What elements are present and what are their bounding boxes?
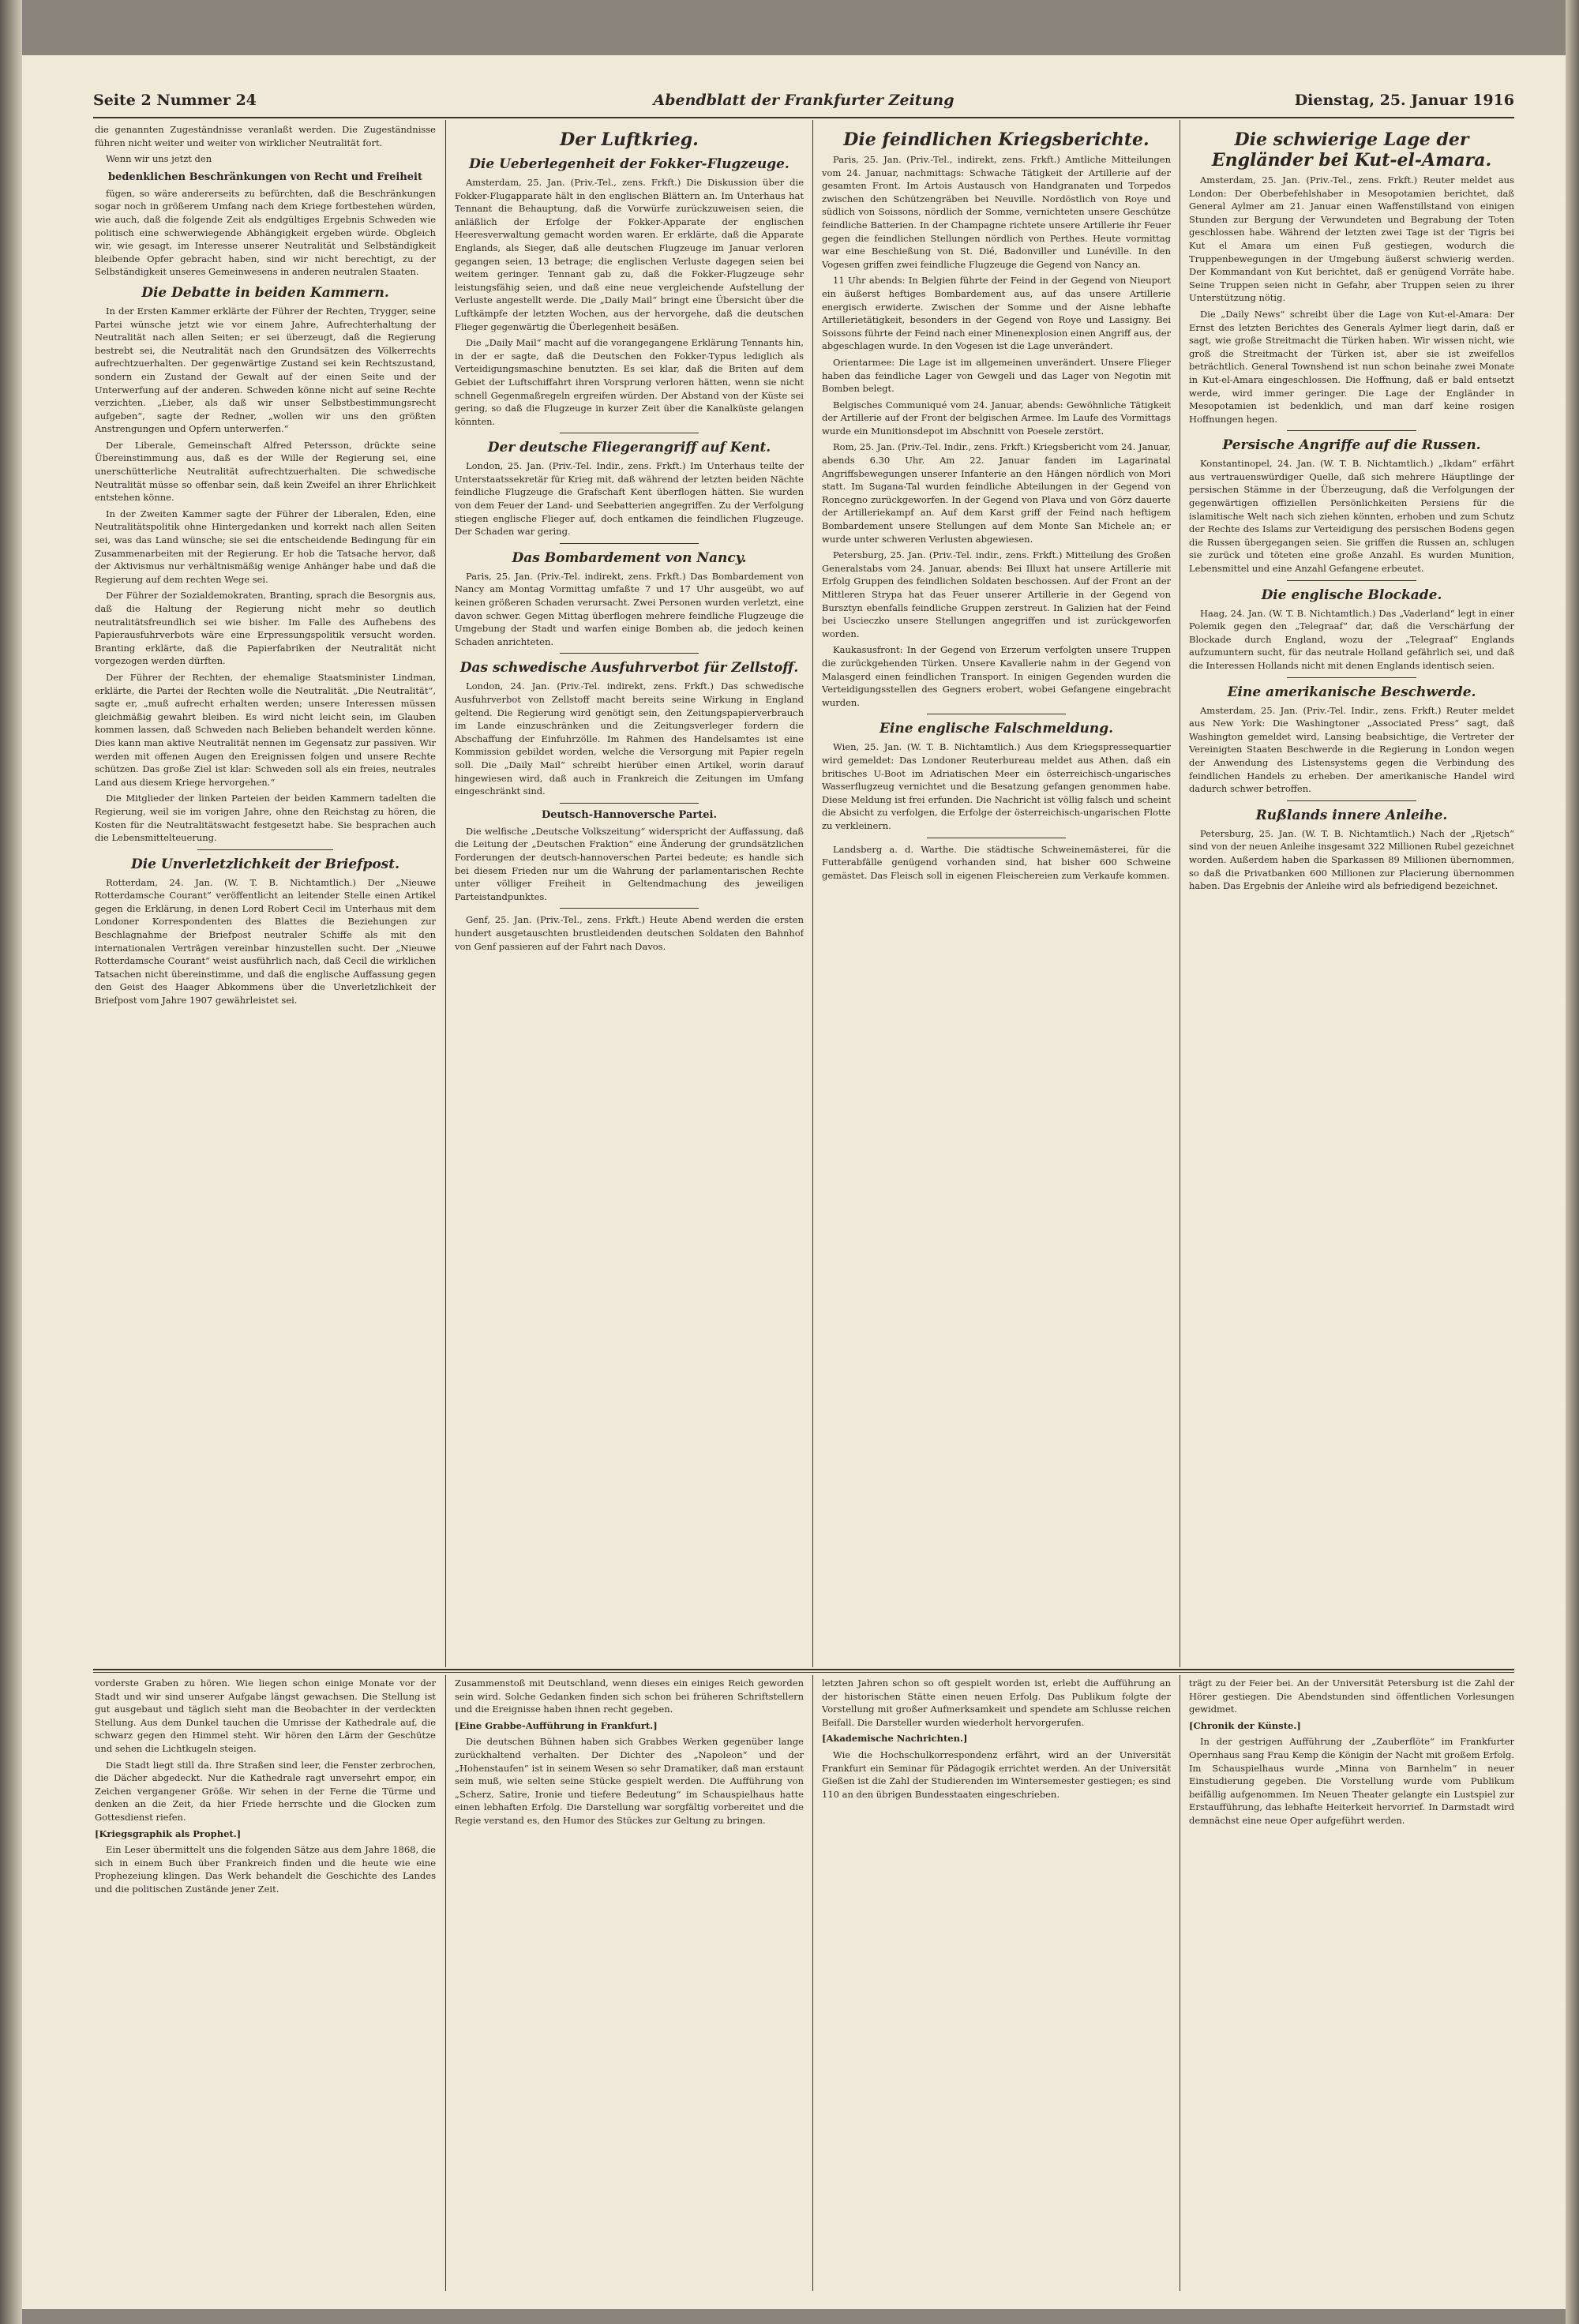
separator: [560, 653, 699, 654]
article-text: fügen, so wäre andererseits zu befürchten, daß die Beschränkungen sogar noch in größerem Umfang nach dem Kriege fortbestehen würden, wie auch, daß die folgende Zeit als endgültiges Ergebnis Schweden wie politisch eine schwerwiegende Abhängigkeit ergeben würde. Obgleich wir, wie gesagt, im Interesse unserer Neutralität und Selbständigkeit bleibende Opfer gebracht haben, sind wir nicht berechtigt, zu der Selbständigkeit unseres Gemeinwesens in anderen neutralen Staaten.: [95, 187, 436, 278]
feuilleton-column-1: [95, 1677, 436, 2289]
separator: [1287, 800, 1417, 801]
headline: Rußlands innere Anleihe.: [1255, 807, 1448, 823]
article-text: Rotterdam, 24. Jan. (W. T. B. Nichtamtlich.) Der „Nieuwe Rotterdamsche Courant“ veröffentlicht an leitender Stelle einen Artikel gegen die Erklärung, in denen Lord Robert Cecil im Unterhaus mit dem Londoner Korrespondenten des Blattes die Beziehungen zur Beschlagnahme der Briefpost neutraler Schiffe als mit den internationalen Verträgen vereinbar hinzustellen sucht. Der „Nieuwe Rotterdamsche Courant“ weist ausführlich nach, daß Cecil die wirklichen Tatsachen nicht übereinstimme, und daß die englische Auffassung gegen den Geist des Haager Abkommens über die Unverletzlichkeit der Briefpost vom Jahre 1907 gewährleistet sei.: [95, 876, 436, 1006]
headline: Die Ueberlegenheit der Fokker-Flugzeuge.: [469, 156, 790, 172]
separator: [197, 849, 334, 850]
headline: Das schwedische Ausfuhrverbot für Zellstoff.: [459, 660, 799, 677]
separator: [1287, 580, 1417, 581]
feuilleton-text: In der gestrigen Aufführung der „Zauberflöte“ im Frankfurter Opernhaus sang Frau Kemp die Königin der Nacht mit großem Erfolg. Im Schauspielhaus wurde „Minna von Barnhelm“ in neuer Einstudierung gegeben. Die Vorstellung wurde vom Publikum beifällig aufgenommen. Im Neuen Theater gelangte ein Lustspiel zur Erstaufführung, das lebhafte Heiterkeit hervorrief. In Darmstadt wird demnächst eine neue Oper aufgeführt werden.: [1189, 1736, 1514, 1826]
feuilleton-column-2: [455, 1677, 804, 2289]
subheading: bedenklichen Beschränkungen von Recht und Freiheit: [107, 171, 422, 183]
article-text: Rom, 25. Jan. (Priv.-Tel. Indir., zens. Frkft.) Kriegsbericht vom 24. Januar, abends 6.30 Uhr. Am 22. Januar fanden im Lagarinatal Angriffsbewegungen unserer Infanterie an den Hängen nördlich von Mori statt. Im Sugana-Tal wurden feindliche Abteilungen in der Gegend von Roncegno zurückgeworfen. In der Gegend von Plava und von Görz dauerte der Artilleriekampf an. Auf dem Karst griff der Feind nach heftigem Bombardement unsere Stellungen auf dem Monte San Michele an; er wurde unter schweren Verlusten abgewiesen.: [822, 441, 1171, 545]
issue-date: Dienstag, 25. Januar 1916: [1294, 92, 1514, 109]
article-text: Der Führer der Rechten, der ehemalige Staatsminister Lindman, erklärte, die Partei der Rechten wolle die Neutralität. „Die Neutralität“, sagte er, „muß aufrecht erhalten werden; unsere Interessen müssen gleichmäßig gewahrt bleiben. Es wird nicht leicht sein, im Glauben kommen lassen, daß Schweden nach Belieben behandelt werden könne. Dies kann man aktive Neutralität nennen im Gegensatz zur passiven. Wir werden mit offenen Augen den Ereignissen folgen und unsere Rechte schützen. Das große Ziel ist klar: Schweden soll als ein freies, neutrales Land aus diesem Kriege hervorgehen.“: [95, 671, 436, 788]
article-text: Die „Daily News“ schreibt über die Lage von Kut-el-Amara: Der Ernst des letzten Berichtes des Generals Aylmer liegt darin, daß er sagt, wie große Streitmacht die Türken haben. Wir wissen nicht, wie groß die Streitmacht der Türken ist, aber sie ist zweifellos beträchtlich. General Townshend ist nun schon beinahe zwei Monate in Kut-el-Amara eingeschlossen. Die Hoffnung, daß er bald entsetzt werde, wird immer geringer. Die Lage der Engländer in Mesopotamien ist bedenklich, und man darf keine rosigen Hoffnungen hegen.: [1189, 308, 1514, 425]
column-2: [455, 123, 804, 1664]
article-text: Petersburg, 25. Jan. (W. T. B. Nichtamtlich.) Nach der „Rjetsch“ sind von der neuen Anleihe insgesamt 322 Millionen Rubel gezeichnet worden. Außerdem haben die Sparkassen 89 Millionen übernommen, so daß die Privatbanken 600 Millionen zur Placierung übernommen haben. Das Ergebnis der Anleihe wird als befriedigend bezeichnet.: [1189, 827, 1514, 892]
article-text: Orientarmee: Die Lage ist im allgemeinen unverändert. Unsere Flieger haben das feindliche Lager von Gewgeli und das Lager von Negotin mit Bomben belegt.: [822, 356, 1171, 395]
feuilleton-text: Die deutschen Bühnen haben sich Grabbes Werken gegenüber lange zurückhaltend verhalten. Der Dichter des „Napoleon“ und der „Hohenstaufen“ ist in seinem Wesen so sehr Dramatiker, daß man erstaunt sein muß, wie selten seine Stücke gespielt werden. Die Aufführung von „Scherz, Satire, Ironie und tiefere Bedeutung“ im Schauspielhaus hatte einen lebhaften Erfolg. Die Darstellung war sorgfältig vorbereitet und die Regie verstand es, den Humor des Stückes zur Geltung zu bringen.: [455, 1736, 804, 1826]
headline: Persische Angriffe auf die Russen.: [1222, 437, 1481, 454]
feuilleton-heading: [1189, 1719, 1514, 1733]
feuilleton-rule-thin: [93, 1672, 1514, 1673]
article-text: Amsterdam, 25. Jan. (Priv.-Tel., zens. Frkft.) Reuter meldet aus London: Der Oberbefehlshaber in Mesopotamien berichtet, daß General Aylmer am 21. Januar einen Waffenstillstand von einigen Stunden zur Bergung der Verwundeten und Begrabung der Toten geschlossen habe. Während der letzten zwei Tage ist der Tigris bei Kut el Amara um einen Fuß gestiegen, wodurch die Truppenbewegungen in der Umgebung äußerst schwierig werden. Der Kommandant von Kut berichtet, daß er genügend Vorräte habe. Seine Truppen seien nicht in Gefahr, aber Truppen seien zu ihrer Unterstützung nötig.: [1189, 174, 1514, 304]
column-3: [822, 123, 1171, 1664]
section-headline: Der Luftkrieg.: [560, 129, 699, 150]
headline: Eine amerikanische Beschwerde.: [1227, 684, 1476, 700]
feuilleton-text: Ein Leser übermittelt uns die folgenden Sätze aus dem Jahre 1868, die sich in einem Buch über Frankreich finden und die heute wie eine Prophezeiung klingen. Das Werk behandelt die Geschichte des Landes und die politischen Zustände jener Zeit.: [95, 1844, 436, 1895]
headline: Das Bombardement von Nancy.: [512, 549, 747, 566]
header-rule: [93, 117, 1514, 118]
masthead: [93, 92, 1514, 115]
article-text: Haag, 24. Jan. (W. T. B. Nichtamtlich.) Das „Vaderland“ legt in einer Polemik gegen den „Telegraaf“ dar, daß die Verschärfung der Blockade durch England, wozu der „Telegraaf“ Englands aufzumuntern sucht, für das neutrale Holland gefährlich sei, und daß die Interessen Hollands nicht mit denen Englands identisch seien.: [1189, 607, 1514, 671]
article-text: Amsterdam, 25. Jan. (Priv.-Tel., zens. Frkft.) Die Diskussion über die Fokker-Flugapparate hält in den englischen Blättern an. Im Unterhaus hat Tennant die Behauptung, daß die Vorwürfe zurückzuweisen seien, die anläßlich der Erfolge der Fokker-Apparate der englischen Heeresverwaltung gemacht worden waren. Er erklärte, daß die Apparate Englands, als Sieger, daß alle deutschen Flugzeuge im Januar verloren gegangen seien, 13 betrage; die englischen Verluste dagegen seien bei weitem geringer. Tennant gab zu, daß die Fokker-Flugzeuge sehr leistungsfähig seien, und daß eine neue vergleichende Aufstellung der Verluste angestellt werde. Die „Daily Mail“ bringt eine Übersicht über die Luftkämpfe der letzten Wochen, aus der hervorgehe, daß die deutschen Flieger gegenwärtig die Überlegenheit besäßen.: [455, 177, 804, 332]
page-edge: [1566, 0, 1579, 2324]
separator: [1287, 677, 1417, 678]
article-text: Kaukasusfront: In der Gegend von Erzerum verfolgten unsere Truppen die zurückgehenden Türken. Unsere Kavallerie nahm in der Gegend von Malasgerd einen feindlichen Transport. In einigen Gegenden wurden die Verteidigungsstellen des Gegners erobert, wobei Gefangene eingebracht wurden.: [822, 644, 1171, 708]
book-spine: [0, 0, 22, 2324]
feuilleton-text: Zusammenstoß mit Deutschland, wenn dieses ein einiges Reich geworden sein wird. Solche Gedanken finden sich schon bei früheren Schriftstellern und die Ereignisse haben ihnen recht gegeben.: [455, 1677, 804, 1715]
article-text: Paris, 25. Jan. (Priv.-Tel. indirekt, zens. Frkft.) Das Bombardement von Nancy am Montag Vormittag umfaßte 7 und 17 Uhr ausgeübt, wo auf keinen größeren Schaden verursacht. Zwei Personen wurden verletzt, eine davon schwer. Gegen Mittag überflogen mehrere feindliche Flugzeuge die Umgebung der Stadt und warfen einige Bomben ab, die jedoch keinen Schaden anrichteten.: [455, 570, 804, 647]
column-4: [1189, 123, 1514, 1664]
section-headline: Die schwierige Lage der Engländer bei Kut-el-Amara.: [1211, 129, 1492, 171]
article-text: Die Mitglieder der linken Parteien der beiden Kammern tadelten die Regierung, weil sie im vorigen Jahre, ohne den Reichstag zu hören, die Kosten für die Neutralitätswacht festgesetzt habe. Sie besprachen auch die Lebensmittelteuerung.: [95, 793, 436, 844]
article-text: Amsterdam, 25. Jan. (Priv.-Tel. Indir., zens. Frkft.) Reuter meldet aus New York: Die Washingtoner „Associated Press“ sagt, daß Washington gemeldet wird, Lansing beabsichtige, die Vertreter der Vereinigten Staaten Beschwerde in die Regierung in London wegen der Anwendung des Listensystems gegen die Verbindung des feindlichen Handels zu erheben. Der amerikanische Handel wird dadurch schwer betroffen.: [1189, 704, 1514, 795]
separator: [1287, 430, 1417, 431]
article-text: die genannten Zugeständnisse veranlaßt werden. Die Zugeständnisse führen nicht weiter und weiter von wirklicher Neutralität fort.: [95, 124, 436, 148]
feuilleton-heading-text: [Kriegsgraphik als Prophet.]: [95, 1827, 242, 1839]
feuilleton-heading: [822, 1732, 1171, 1745]
feuilleton-rule: [93, 1669, 1514, 1670]
headline: Der deutsche Fliegerangriff auf Kent.: [487, 440, 771, 456]
article-text: Genf, 25. Jan. (Priv.-Tel., zens. Frkft.) Heute Abend werden die ersten hundert ausgetauschten brustleidenden deutschen Soldaten den Bahnhof von Genf passieren auf der Fahrt nach Davos.: [455, 914, 804, 952]
article-text: Konstantinopel, 24. Jan. (W. T. B. Nichtamtlich.) „Ikdam“ erfährt aus vertrauenswürdiger Quelle, daß sich mehrere Häuptlinge der persischen Stämme in der Überzeugung, daß die Verfolgungen der gegenwärtigen offiziellen Persönlichkeiten Persiens für die islamitische Welt nach sich ziehen könnten, erhoben und zum Schutz der Rechte des Islams zur Verteidigung des persischen Bodens gegen die Russen übergegangen seien. Sie griffen die Russen an, schlugen sie zurück und töteten eine große Anzahl. Es wurden Munition, Lebensmittel und eine Anzahl Gefangene erbeutet.: [1189, 458, 1514, 575]
feuilleton-text: Die Stadt liegt still da. Ihre Straßen sind leer, die Fenster zerbrochen, die Dächer abgedeckt. Nur die Kathedrale ragt unversehrt empor, ein Zeichen vergangener Größe. Wir sehen in der Ferne die Türme und denken an die Zeit, da hier Friede herrschte und die Glocken zum Gottesdienst riefen.: [95, 1759, 436, 1823]
article-text: Landsberg a. d. Warthe. Die städtische Schweinemästerei, für die Futterabfälle genügend vorhanden sind, hat bisher 600 Schweine gemästet. Das Fleisch soll in eigenen Fleischereien zum Verkaufe kommen.: [822, 843, 1171, 881]
page-number: Seite 2 Nummer 24: [93, 92, 257, 109]
feuilleton-heading: [455, 1719, 804, 1733]
newspaper-page: [22, 55, 1566, 2309]
article-text: Belgisches Communiqué vom 24. Januar, abends: Gewöhnliche Tätigkeit der Artillerie auf der Front der belgischen Armee. Im Laufe des Vormittags wurde ein Munitionsdepot im Abschnitt von Poesele zerstört.: [822, 399, 1171, 437]
headline: Eine englische Falschmeldung.: [879, 721, 1114, 737]
separator: [560, 543, 699, 544]
separator: [560, 803, 699, 804]
article-text: London, 24. Jan. (Priv.-Tel. indirekt, zens. Frkft.) Das schwedische Ausfuhrverbot von Zellstoff macht bereits seine Wirkung in England geltend. Die Regierung wird genötigt sein, den Zeitungspapierverbrauch im Lande einzuschränken und die Zeitungsverleger fordern die Abschaffung der Einfuhrzölle. Im Rahmen des Handelsamtes ist eine Kommission gebildet worden, welche die Versorgung mit Papier regeln soll. Die „Daily Mail“ schreibt hierüber einen Artikel, worin darauf hingewiesen wird, daß auch in Frankreich die Zeitungen im Umfang eingeschränkt sind.: [455, 680, 804, 797]
feuilleton-column-3: [822, 1677, 1171, 2289]
feuilleton-heading: [95, 1827, 436, 1841]
feuilleton-column-rule-1: [445, 1675, 446, 2291]
feuilleton-heading-text: [Eine Grabbe-Aufführung in Frankfurt.]: [455, 1719, 658, 1731]
feuilleton-heading-text: [Akademische Nachrichten.]: [822, 1733, 968, 1745]
feuilleton-column-rule-2: [812, 1675, 813, 2291]
section-headline: Die feindlichen Kriegsberichte.: [843, 129, 1150, 150]
feuilleton-text: Wie die Hochschulkorrespondenz erfährt, wird an der Universität Frankfurt ein Seminar für Pädagogik errichtet werden. An der Universität Gießen ist die Zahl der Studierenden im Wintersemester gestiegen; es sind 110 an den übrigen Bundesstaaten eingeschrieben.: [822, 1749, 1171, 1800]
article-text: In der Ersten Kammer erklärte der Führer der Rechten, Trygger, seine Partei wünsche jetzt wie vor einem Jahre, Aufrechterhaltung der Neutralität nach allen Seiten; er sei überzeugt, daß die Regierung bestrebt sei, die Neutralität nach den Grundsätzen des Völkerrechts aufrechtzuerhalten. Der gegenwärtige Zustand sei kein Rechtszustand, sondern ein Zustand der Gewalt auf der einen Seite und der Unterwerfung auf der anderen. Schweden könne nicht auf seine Rechte verzichten. „Lieber, als daß wir unser Selbstbestimmungsrecht aufgeben“, sagte der Redner, „wollen wir uns den größten Anstrengungen und Opfern unterwerfen.“: [95, 305, 436, 435]
newspaper-title: Abendblatt der Frankfurter Zeitung: [653, 92, 955, 109]
article-text: In der Zweiten Kammer sagte der Führer der Liberalen, Eden, eine Neutralitätspolitik ohne Hintergedanken und korrekt nach allen Seiten sei, was das Land wünsche; sie sei die entscheidende Bedingung für ein Zusammenarbeiten mit der Regierung. Er hob die Tatsache hervor, daß der Aktivismus nur verhältnismäßig wenige Anhänger habe und daß die Regierung auf dem rechten Wege sei.: [95, 508, 436, 585]
article-text: Der Liberale, Gemeinschaft Alfred Petersson, drückte seine Übereinstimmung aus, daß es der Wille der Regierung sei, eine unerschütterliche Neutralität aufrechtzuerhalten. Die schwedische Neutralität müsse so offenbar sein, daß kein Zweifel an ihrer Ehrlichkeit entstehen könne.: [95, 439, 436, 504]
article-text: Paris, 25. Jan. (Priv.-Tel., indirekt, zens. Frkft.) Amtliche Mitteilungen vom 24. Januar, nachmittags: Schwache Tätigkeit der Artillerie auf der gesamten Front. Im Artois Austausch von Handgranaten und Torpedos zwischen den Schützengräben bei Neuville. Nordöstlich von Roye und südlich von Soissons, nördlich der Somme, vernichteten unsere Geschütze feindliche Batterien. In der Champagne richtete unsere Artillerie ihr Feuer gegen die feindlichen Stellungen nördlich von Perthes. Heute vormittag war eine Beschießung von St. Dié, Badonviller und Lunéville. In den Vogesen griffen zwei feindliche Flugzeuge die Gegend von Nancy an.: [822, 154, 1171, 270]
article-text: Die „Daily Mail“ macht auf die vorangegangene Erklärung Tennants hin, in der er sagte, daß die Deutschen den Fokker-Typus lediglich als Verteidigungsmaschine benutzten. Es sei klar, daß die Briten auf dem Gebiet der Luftschiffahrt ihren Vorsprung verloren hätten, wenn sie nicht schnell Gegenmaßregeln ergreifen würden. Der Abstand von der Küste sei gering, so daß die Flugzeuge in kurzer Zeit über die Kanalküste gelangen könnten.: [455, 337, 804, 427]
article-text: London, 25. Jan. (Priv.-Tel. Indir., zens. Frkft.) Im Unterhaus teilte der Unterstaatssekretär für Krieg mit, daß während der letzten beiden Nächte feindliche Flugzeuge die Grafschaft Kent überflogen hätten. Sie wurden von dem Feuer der Land- und Seebatterien angegriffen. Zu der Verfolgung stiegen englische Flieger auf, doch entkamen die feindlichen Flugzeuge. Der Schaden war gering.: [455, 460, 804, 538]
article-text: Wenn wir uns jetzt den: [106, 153, 212, 165]
article-text: 11 Uhr abends: In Belgien führte der Feind in der Gegend von Nieuport ein äußerst heftiges Bombardement aus, auf das unsere Artillerie energisch erwiderte. Zwischen der Somme und der Aisne lebhafte Artillerietätigkeit, besonders in der Gegend von Roye und Lassigny. Bei Soissons führte der Feind nach einer Minenexplosion einen Angriff aus, der abgeschlagen wurde. In den Vogesen ist die Lage unverändert.: [822, 275, 1171, 352]
separator: [560, 908, 699, 909]
feuilleton-text: letzten Jahren schon so oft gespielt worden ist, erlebt die Aufführung an der historischen Stätte einen neuen Erfolg. Das Publikum folgte der Vorstellung mit großer Aufmerksamkeit und spendete am Schlusse reichen Beifall. Die Darsteller wurden wiederholt hervorgerufen.: [822, 1677, 1171, 1728]
feuilleton-column-4: [1189, 1677, 1514, 2289]
headline: Die Unverletzlichkeit der Briefpost.: [130, 856, 400, 872]
column-1: [95, 123, 436, 1664]
headline: Die Debatte in beiden Kammern.: [141, 284, 389, 301]
column-rule-2: [812, 120, 813, 1667]
feuilleton-text: trägt zu der Feier bei. An der Universität Petersburg ist die Zahl der Hörer gestiegen. Die Abendstunden sind öffentlichen Vorlesungen gewidmet.: [1189, 1677, 1514, 1715]
article-text: Die welfische „Deutsche Volkszeitung“ widerspricht der Auffassung, daß die Leitung der „Deutschen Fraktion“ eine Änderung der grundsätzlichen Forderungen der deutsch-hannoverschen Partei bedeute; es handle sich bei diesem Frieden nur um die Wahrung der parlamentarischen Rechte unter völliger Freiheit in Geltendmachung des jeweiligen Parteistandpunktes.: [455, 825, 804, 902]
headline: Die englische Blockade.: [1261, 587, 1442, 603]
subheading: Deutsch-Hannoversche Partei.: [542, 808, 717, 821]
article-text: Der Führer der Sozialdemokraten, Branting, sprach die Besorgnis aus, daß die Haltung der Regierung nicht mehr so deutlich neutralitätsfreundlich sei wie bisher. Im Falle des Aufhebens des Papierausfuhrverbots wäre eine Erpressungspolitik versucht worden. Branting erklärte, daß die Papierfabriken der Neutralität nicht vorgezogen werden dürften.: [95, 590, 436, 667]
feuilleton-heading-text: [Chronik der Künste.]: [1189, 1719, 1301, 1731]
article-text: Wien, 25. Jan. (W. T. B. Nichtamtlich.) Aus dem Kriegspressequartier wird gemeldet: Das Londoner Reuterbureau meldet aus Athen, daß ein britisches U-Boot im Adriatischen Meer ein österreichisch-ungarisches Wasserflugzeug vernichtet und die Besatzung gefangen genommen habe. Diese Meldung ist frei erfunden. Die Nachricht ist völlig falsch und scheint die Absicht zu verfolgen, die Erfolge der österreichisch-ungarischen Flotte zu verkleinern.: [822, 741, 1171, 831]
article-text: Petersburg, 25. Jan. (Priv.-Tel. indir., zens. Frkft.) Mitteilung des Großen Generalstabs vom 24. Januar, abends: Bei Illuxt hat unsere Artillerie mit Erfolg Gruppen des feindlichen Soldaten beschossen. Auf der Front an der Mittleren Strypa hat das Feuer unserer Artillerie in der Gegend von Bursztyn ebenfalls feindliche Gruppen zerstreut. In Galizien hat der Feind bei Uscieczko unsere Stellungen angegriffen und ist zurückgeworfen worden.: [822, 549, 1171, 639]
feuilleton-text: vorderste Graben zu hören. Wie liegen schon einige Monate vor der Stadt und wir sind unserer Aufgabe längst gewachsen. Die Stellung ist gut ausgebaut und täglich sieht man die Beobachter in der verdeckten Stellung. Aus dem Dunkel tauchen die Umrisse der Kathedrale auf, die schwarz gegen den Himmel steht. Wir hören den Lärm der Geschütze und sehen die Lichtkugeln steigen.: [95, 1677, 436, 1754]
column-rule-1: [445, 120, 446, 1667]
